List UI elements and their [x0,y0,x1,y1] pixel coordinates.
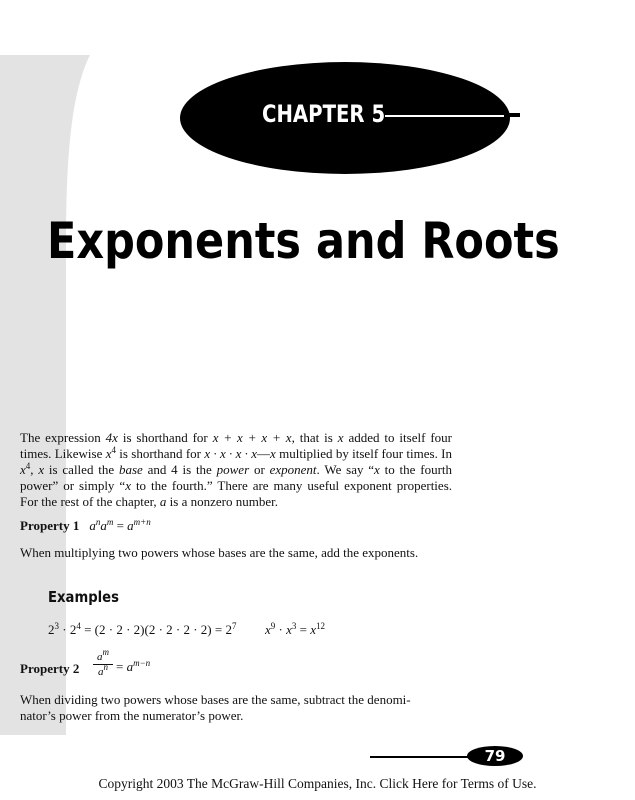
example-2: $x^9 \cdot x^3 = x^{12}$ [265,621,326,637]
page-number-rule [370,756,480,758]
chapter-title: Exponents and Roots [47,212,560,270]
property-1-label: Property 1 [20,518,80,533]
copyright-text: Copyright 2003 The McGraw-Hill Companies, Inc. [98,776,380,791]
intro-paragraph: The expression 4x is shorthand for x + x + x + x, that is x added to itself four times. Likewise $x^4$ is shorthand for x · x · x · x—x multiplied by itself four times. In $x^4$, x is called the base and 4 is the power or exponent. We say “x to the fourth power” or simply “x to the fourth.” There are many useful exponent properties. For the rest of the chapter, a is a nonzero number. [20,430,453,509]
fraction-denominator: $a^n$ [98,662,108,678]
example-1: $2^3 \cdot 2^4 = (2 \cdot 2 \cdot 2)(2 \cdot 2 \cdot 2 \cdot 2) = 2^7$ [48,621,237,637]
copyright-footer [0,776,635,792]
property-2-fraction [93,647,113,679]
chapter-label: CHAPTER 5 [262,100,386,128]
property-2-result: = $a^{m-n}$ [116,658,151,674]
fraction-numerator: $a^m$ [93,650,113,665]
property-2-description: When dividing two powers whose bases are the same, subtract the denomi- nator’s power from the numerator’s power. [20,692,411,723]
terms-of-use-link[interactable]: Click Here for Terms of Use. [379,776,537,791]
property-1-description: When multiplying two powers whose bases are the same, add the exponents. [20,545,419,560]
property-1-formula: $a^na^m = a^{m+n}$ [89,517,151,533]
page-number: 79 [484,747,506,765]
chapter-rule [385,115,520,117]
examples-heading: Examples [48,588,119,606]
property-1 [20,518,151,534]
property-2-label: Property 2 [20,661,80,676]
chapter-rule-end [504,113,520,117]
